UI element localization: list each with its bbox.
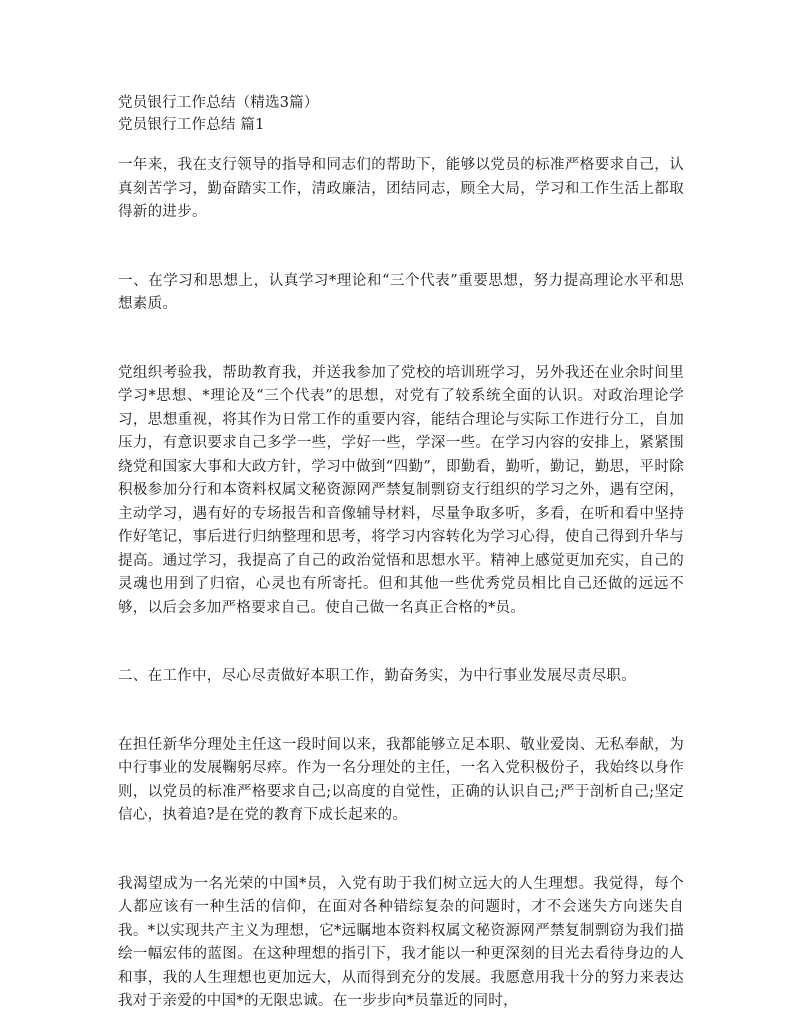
paragraph-study: 党组织考验我，帮助教育我，并送我参加了党校的培训班学习，另外我还在业余时间里学习*思想、*理论及“三个代表”的思想，对党有了较系统全面的认识。对政治理论学习，思想重视，将其作为日常工作的重要内容，能结合理论与实际工作进行分工，自加压力，有意识要求自己多学一些，学好一些，学深一些。在学习内容的安排上，紧紧围绕党和国家大事和大政方针，学习中做到“四勤”，即勤看，勤听，勤记，勤思，平时除积极参加分行和本资料权属文秘资源网严禁复制剽窃支行组织的学习之外，遇有空闲，主动学习，遇有好的专场报告和音像辅导材料，尽量争取多听，多看，在听和看中坚持作好笔记，事后进行归纳整理和思考，将学习内容转化为学习心得，使自己得到升华与提高。通过学习，我提高了自己的政治觉悟和思想水平。精神上感觉更加充实，自己的灵魂也用到了归宿，心灵也有所寄托。但和其他一些优秀党员相比自己还做的远远不够，以后会多加严格要求自己。使自己做一名真正合格的*员。 (118, 364, 684, 616)
spacer (118, 225, 684, 270)
paragraph-work: 在担任新华分理处主任这一段时间以来，我都能够立足本职、敬业爱岗、无私奉献，为中行事业的发展鞠躬尽瘁。作为一名分理处的主任，一名入党积极份子，我始终以身作则，以党员的标准严格要求自己;以高度的自觉性，正确的认识自己;严于剖析自己;坚定信心，执着追?是在党的教育下成长起来的。 (118, 736, 684, 823)
document-title: 党员银行工作总结（精选3篇） (118, 95, 319, 111)
document-page (118, 92, 684, 1014)
section-heading-2: 二、在工作中，尽心尽责做好本职工作，勤奋务实，为中行事业发展尽责尽职。 (118, 668, 636, 684)
document-subtitle: 党员银行工作总结 篇1 (118, 117, 265, 133)
spacer (118, 136, 684, 154)
paragraph-intro: 一年来，我在支行领导的指导和同志们的帮助下，能够以党员的标准严格要求自己，认真刻苦学习，勤奋踏实工作，清政廉洁，团结同志，顾全大局，学习和工作生活上都取得新的进步。 (118, 157, 684, 220)
spacer (118, 317, 684, 362)
spacer (118, 620, 684, 665)
paragraph-ideal: 我渴望成为一名光荣的中国*员，入党有助于我们树立远大的人生理想。我觉得，每个人都应该有一种生活的信仰，在面对各种错综复杂的问题时，才不会迷失方向迷失自我。*以实现共产主义为理想，它*远瞩地本资料权属文秘资源网严禁复制剽窃为我们描绘一幅宏伟的蓝图。在这种理想的指引下，我才能以一种更深刻的目光去看待身边的人和事，我的人生理想也更加远大，从而得到充分的发展。我愿意用我十分的努力来表达我对于亲爱的中国*的无限忠诚。在一步步向*员靠近的同时， (118, 875, 684, 1009)
spacer (118, 828, 684, 873)
section-heading-1: 一、在学习和思想上，认真学习*理论和“三个代表”重要思想，努力提高理论水平和思想素质。 (118, 272, 684, 312)
spacer (118, 689, 684, 734)
